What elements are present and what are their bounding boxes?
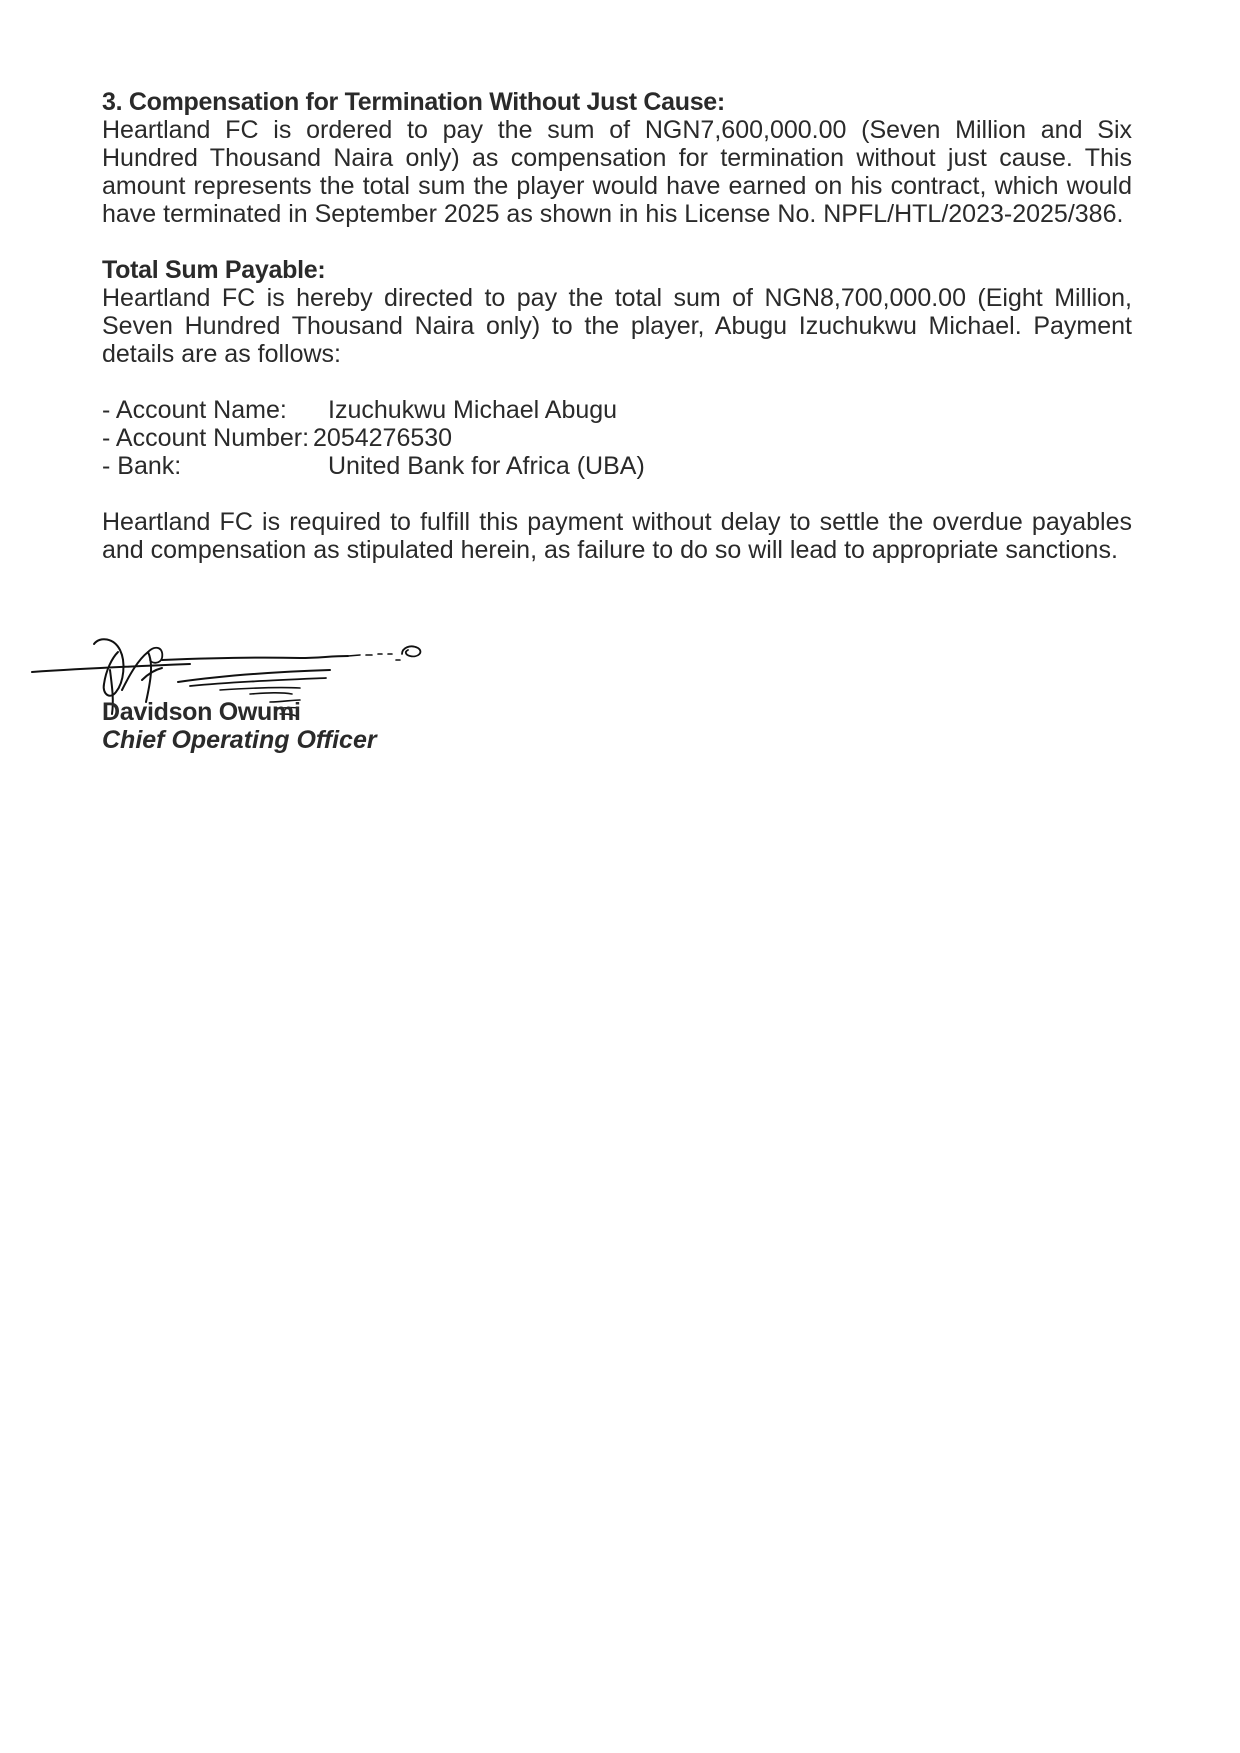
document-body [102,88,1132,564]
account-name-label: - Account Name: [102,396,287,424]
account-name-row [102,396,1132,424]
total-sum-body: Heartland FC is hereby directed to pay the total sum of NGN8,700,000.00 (Eight Million, Seven Hundred Thousand Naira only) to the player, Abugu Izuchukwu Michael. Payment details are as follows: [102,284,1132,368]
payment-details [102,396,1132,480]
bank-value: United Bank for Africa (UBA) [328,452,645,480]
account-number-row [102,424,1132,452]
signatory-name: Davidson Owumi [102,698,301,726]
spacer [102,368,1132,396]
signatory-title: Chief Operating Officer [102,726,377,754]
signature-block [30,630,470,760]
bank-label: - Bank: [102,452,182,480]
account-number-label: - Account Number: [102,424,310,452]
section-3-heading: 3. Compensation for Termination Without Just Cause: [102,88,725,116]
spacer [102,228,1132,256]
total-sum-heading: Total Sum Payable: [102,256,326,284]
bank-row [102,452,1132,480]
account-name-value: Izuchukwu Michael Abugu [328,396,618,424]
account-number-value: 2054276530 [313,424,453,452]
section-3-body: Heartland FC is ordered to pay the sum of NGN7,600,000.00 (Seven Million and Six Hundred Thousand Naira only) as compensation for termination without just cause. This amount represents the total sum the player would have earned on his contract, which would have terminated in September 2025 as shown in his License No. NPFL/HTL/2023-2025/386. [102,116,1132,228]
closing-paragraph: Heartland FC is required to fulfill this payment without delay to settle the overdue payables and compensation as stipulated herein, as failure to do so will lead to appropriate sanctions. [102,508,1132,564]
spacer [102,480,1132,508]
